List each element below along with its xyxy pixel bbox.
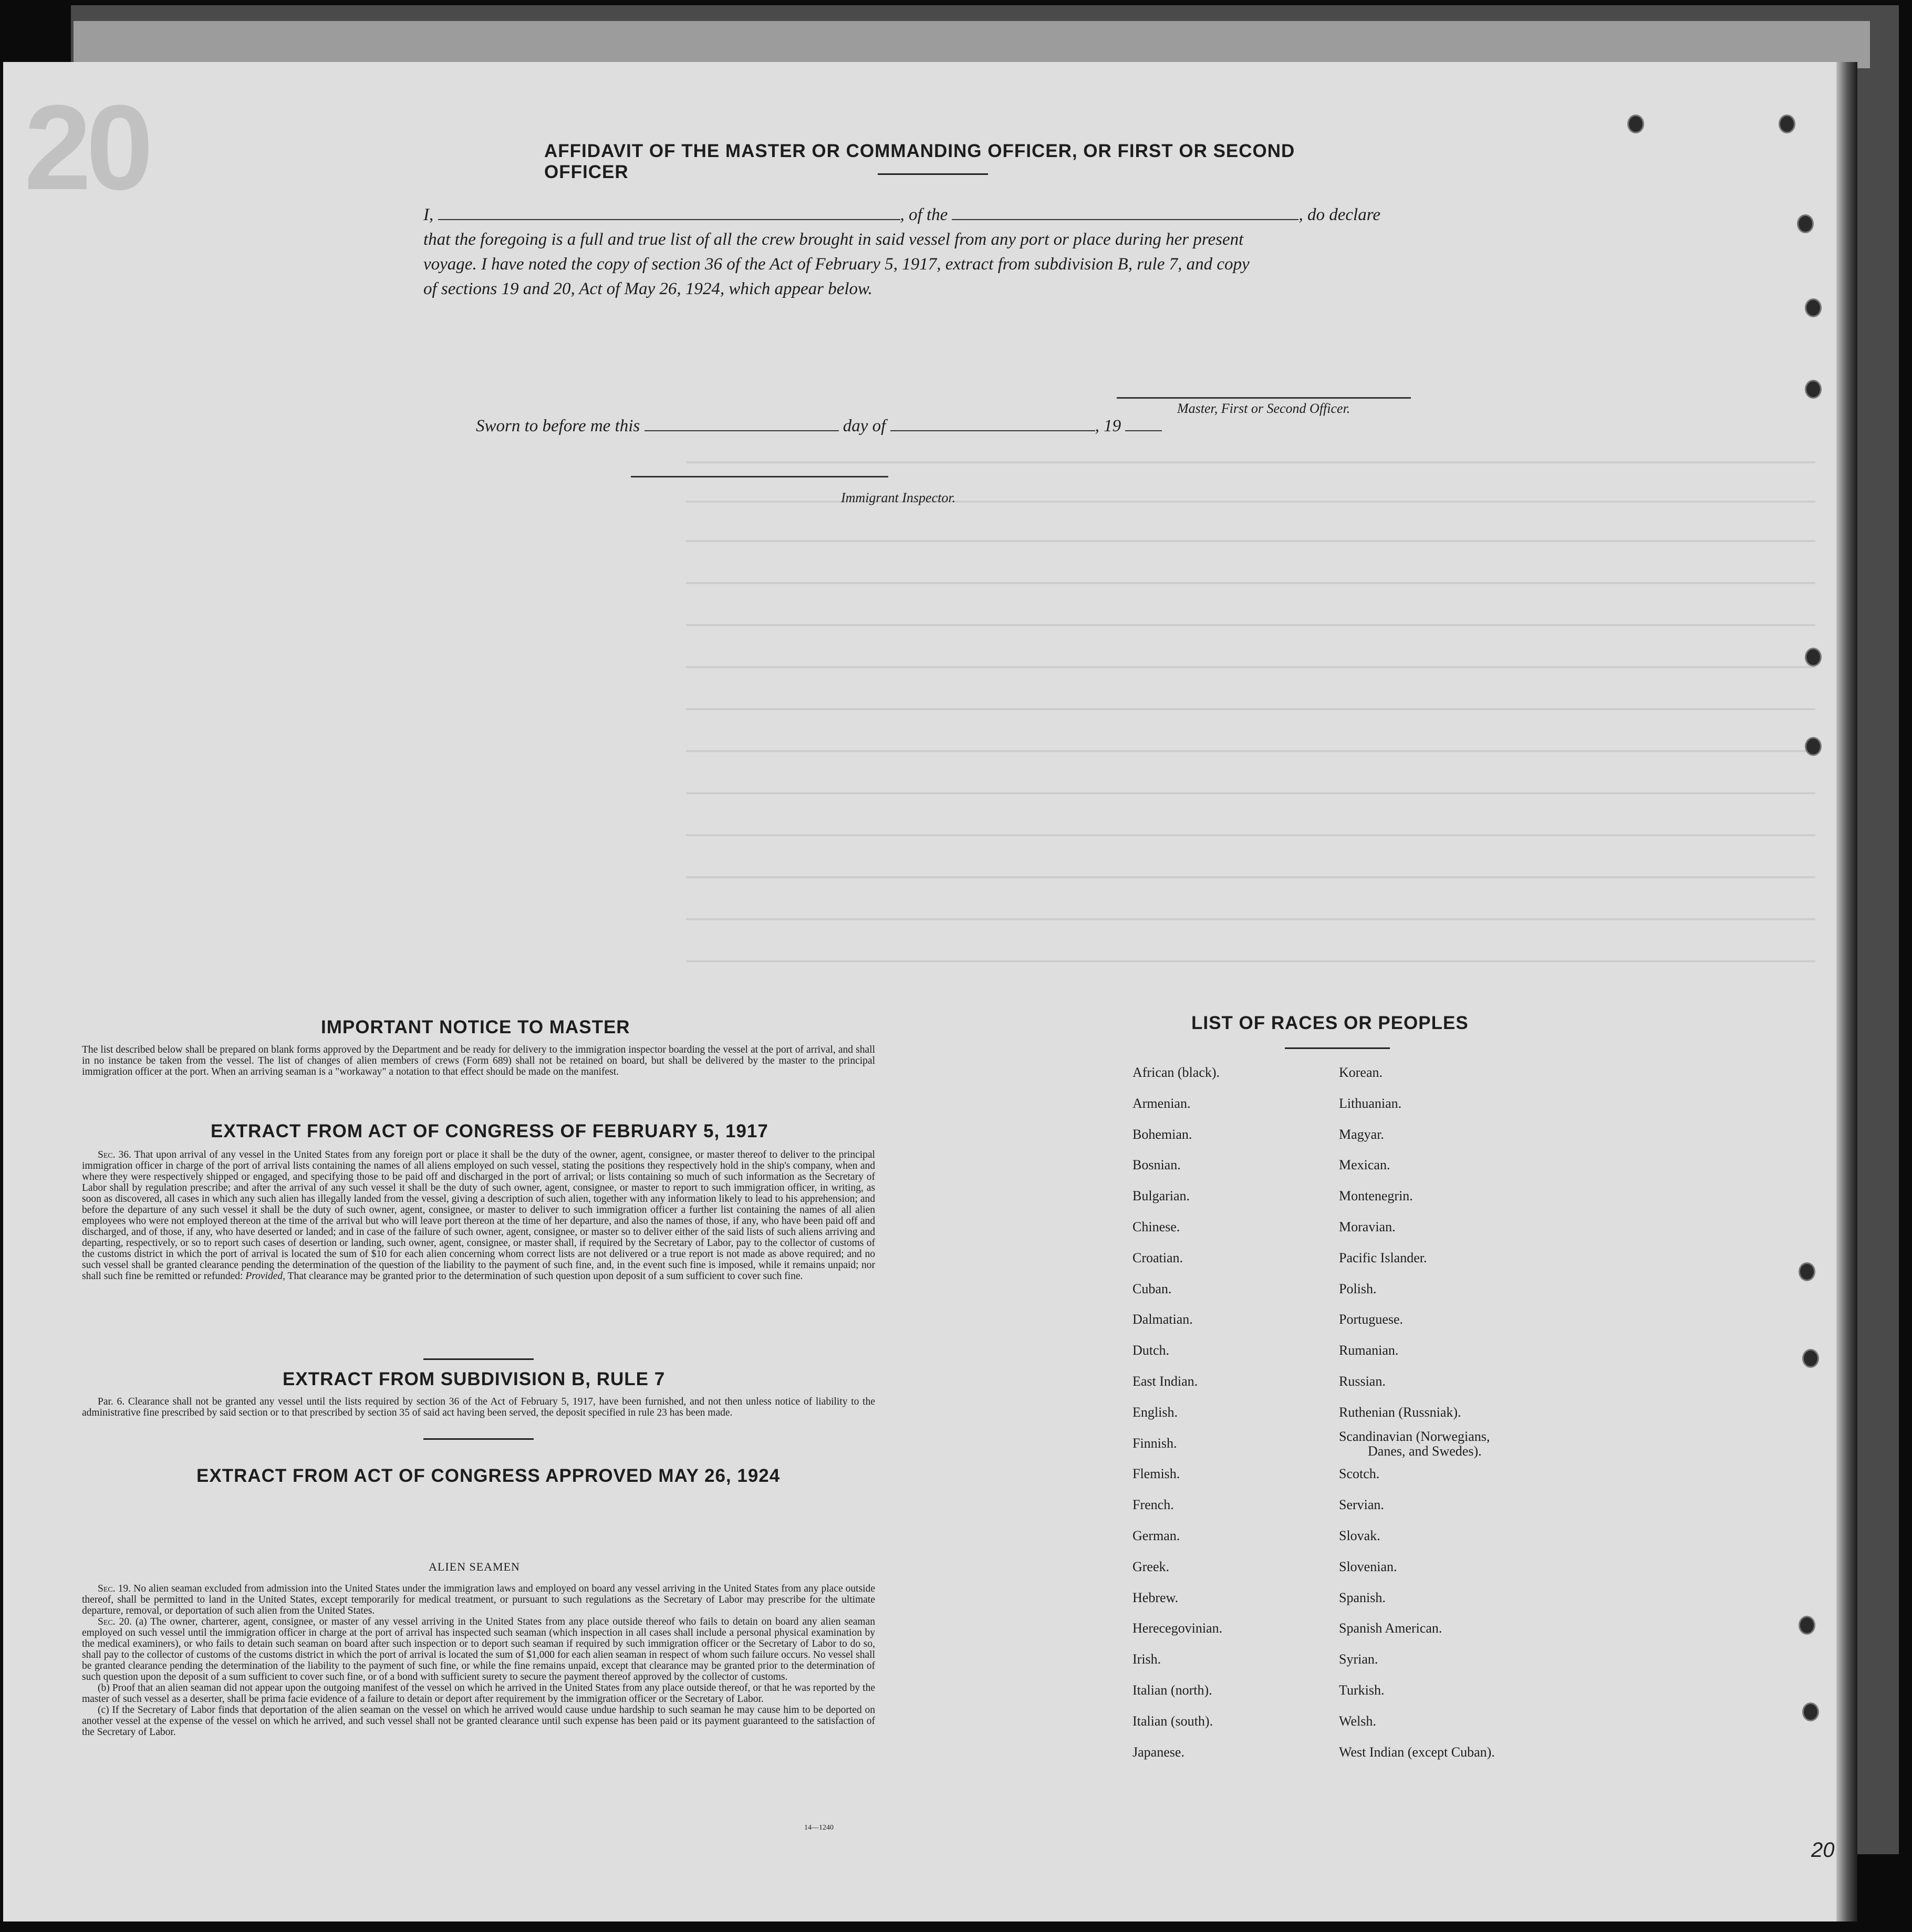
binding-edge xyxy=(1836,62,1857,1921)
section-20a-text: (a) The owner, charterer, agent, consignee, or master of any vessel arriving in the United States from any place outside thereof who fails to detain on board any alien seaman employed on such vessel until the immigration officer in charge at the port of arrival has inspected such seaman (which inspection in all cases shall include a personal physical examination by the medical examiners), or who fails to detain such seaman on board after such inspection or to deport such seaman if required by such immigration officer or the Secretary of Labor to do so, shall pay to the collector of customs of the customs district in which the port of arrival is located the sum of $1,000 for each alien seaman in respect of whom such failure occurs. No vessel shall be granted clearance pending the determination of the liability to the payment of such fine, or while the fine remains unpaid, except that clearance may be granted prior to the determination of such question upon the deposit of a sum sufficient to cover such fine, or of a bond with sufficient surety to secure the payment thereof approved by the collector of customs. xyxy=(82,1616,875,1682)
inspector-label: Immigrant Inspector. xyxy=(841,490,956,505)
section-36-paragraph xyxy=(82,1149,875,1282)
section-19-text: No alien seaman excluded from admission into the United States under the immigration laws and employed on board any vessel arriving in the United States from any place outside thereof, shall be permitted to land in the United States, except temporarily for medical treatment, or pursuant to such regulations as the Secretary of Labor may prescribe for the ultimate departure, removal, or deportation of such alien from the United States. xyxy=(82,1583,876,1616)
sworn-day-blank xyxy=(645,417,839,431)
section-19-label: Sec. 19. xyxy=(98,1583,131,1594)
binder-hole xyxy=(1779,115,1795,133)
race-item: African (black). xyxy=(1132,1065,1220,1080)
race-item: Servian. xyxy=(1339,1497,1384,1513)
bleed-through-row xyxy=(686,708,1815,710)
bleed-through-row xyxy=(686,750,1815,752)
race-item: Spanish American. xyxy=(1339,1621,1442,1636)
sworn-month-blank xyxy=(890,417,1095,431)
affidavit-do-declare: , do declare xyxy=(1298,205,1380,224)
bleed-through-row xyxy=(686,960,1815,962)
affidavit-text xyxy=(423,203,1453,302)
race-item: Greek. xyxy=(1132,1559,1170,1574)
binder-hole xyxy=(1799,1262,1815,1281)
section-20b-paragraph: (b) Proof that an alien seaman did not appear upon the outgoing manifest of the vessel on which he arrived in the United States from any place outside thereof, or that he was reported by the master of such vessel as a deserter, shall be prima facie evidence of a failure to detain or deport after requirement by the immigration officer or the Secretary of Labor. xyxy=(82,1682,875,1705)
race-item-multiline xyxy=(1339,1428,1495,1459)
race-item-continuation: Danes, and Swedes). xyxy=(1368,1443,1482,1459)
race-item: West Indian (except Cuban). xyxy=(1339,1744,1495,1760)
extract-1917-title: EXTRACT FROM ACT OF CONGRESS OF FEBRUARY 5, 1917 xyxy=(211,1121,768,1141)
section-36-label: Sec. 36. xyxy=(98,1149,131,1160)
race-item: Finnish. xyxy=(1132,1435,1177,1451)
race-item: Italian (north). xyxy=(1132,1682,1212,1698)
race-item: Croatian. xyxy=(1132,1250,1183,1265)
bleed-through-stamp: 20 xyxy=(24,80,148,215)
form-number: 14—1240 xyxy=(804,1824,834,1832)
handwritten-page-number: 20 xyxy=(1811,1838,1835,1862)
race-item: Rumanian. xyxy=(1339,1343,1399,1358)
race-item: Italian (south). xyxy=(1132,1713,1213,1729)
affidavit-line-2: that the foregoing is a full and true list of all the crew brought in said vessel from any port or place during her present xyxy=(423,230,1244,249)
race-item: Hebrew. xyxy=(1132,1590,1179,1605)
binder-hole xyxy=(1802,1349,1819,1368)
race-item: Spanish. xyxy=(1339,1590,1386,1605)
race-item: Chinese. xyxy=(1132,1219,1180,1234)
race-item: Scotch. xyxy=(1339,1466,1380,1482)
bleed-through-row xyxy=(686,834,1815,836)
binder-hole xyxy=(1799,1616,1815,1635)
races-title: LIST OF RACES OR PEOPLES xyxy=(1191,1013,1469,1033)
alien-seamen-subtitle: ALIEN SEAMEN xyxy=(429,1560,520,1573)
race-item: Flemish. xyxy=(1132,1466,1180,1482)
race-item: Dutch. xyxy=(1132,1343,1170,1358)
race-item: Russian. xyxy=(1339,1373,1386,1389)
affidavit-title: AFFIDAVIT OF THE MASTER OR COMMANDING OFFICER, OR FIRST OR SECOND OFFICER xyxy=(544,141,1295,182)
sworn-day-label: day of xyxy=(843,417,886,435)
race-item: Herecegovinian. xyxy=(1132,1621,1223,1636)
binder-hole xyxy=(1802,1702,1819,1721)
binder-hole xyxy=(1805,648,1822,667)
race-item: Mexican. xyxy=(1339,1157,1390,1173)
binder-hole xyxy=(1805,298,1822,317)
signature-label: Master, First or Second Officer. xyxy=(1177,401,1350,416)
race-item: Welsh. xyxy=(1339,1713,1376,1729)
race-item: Japanese. xyxy=(1132,1744,1184,1760)
bleed-through-row xyxy=(686,666,1815,668)
race-item: German. xyxy=(1132,1528,1180,1543)
race-item: Dalmatian. xyxy=(1132,1312,1193,1327)
race-item: French. xyxy=(1132,1497,1174,1513)
extract-rule7-title: EXTRACT FROM SUBDIVISION B, RULE 7 xyxy=(283,1369,666,1389)
race-item: Portuguese. xyxy=(1339,1312,1404,1327)
race-item: Moravian. xyxy=(1339,1219,1396,1234)
race-item: Montenegrin. xyxy=(1339,1188,1413,1204)
binder-hole xyxy=(1797,214,1814,233)
section-19-paragraph xyxy=(82,1583,875,1616)
extract-1917-body xyxy=(82,1149,875,1282)
race-item: Bosnian. xyxy=(1132,1157,1181,1173)
bleed-through-row xyxy=(686,876,1815,878)
race-item: Bulgarian. xyxy=(1132,1188,1190,1204)
race-item: Korean. xyxy=(1339,1065,1383,1080)
section-rule xyxy=(423,1358,534,1360)
race-item: Lithuanian. xyxy=(1339,1095,1402,1111)
signature-line xyxy=(1117,397,1411,399)
proviso-text: That clearance may be granted prior to the determination of such question upon deposit of a sum sufficient to cover such fine. xyxy=(287,1271,803,1282)
affidavit-line-1 xyxy=(423,203,1453,227)
race-item: Turkish. xyxy=(1339,1682,1385,1698)
affidavit-line-3: voyage. I have noted the copy of section 36 of the Act of February 5, 1917, extract from subdivision B, rule 7, and copy xyxy=(423,255,1250,274)
race-item: Irish. xyxy=(1132,1651,1161,1667)
section-20c-paragraph: (c) If the Secretary of Labor finds that deportation of the alien seaman on the vessel on which he arrived would cause undue hardship to such seaman he may cause him to be deported on another vessel at the expense of the vessel on which he arrived, and such vessel shall not be granted clearance until such expense has been paid or its payment guaranteed to the satisfaction of the Secretary of Labor. xyxy=(82,1705,875,1738)
underlying-page-edge xyxy=(74,21,1870,68)
race-item: East Indian. xyxy=(1132,1373,1198,1389)
race-item: Polish. xyxy=(1339,1281,1377,1296)
proviso-label: Provided, xyxy=(245,1271,285,1282)
name-blank xyxy=(438,205,900,220)
bleed-through-row xyxy=(686,624,1815,626)
race-item: English. xyxy=(1132,1404,1178,1420)
race-item: Syrian. xyxy=(1339,1651,1378,1667)
extract-rule7-text: Par. 6. Clearance shall not be granted any vessel until the lists required by section 36 of the Act of February 5, 1917, have been furnished, and not then unless notice of liability to the administrative fine prescribed by said section or to that prescribed by section 35 of said act having been served, the deposit specified in rule 23 has been made. xyxy=(82,1396,875,1418)
sworn-prefix: Sworn to before me this xyxy=(476,417,640,435)
bleed-through-row xyxy=(686,540,1815,542)
bleed-through-row xyxy=(686,461,1815,463)
bleed-through-row xyxy=(686,792,1815,794)
extract-1924-title: EXTRACT FROM ACT OF CONGRESS APPROVED MAY 26, 1924 xyxy=(196,1466,781,1486)
notice-text: The list described below shall be prepared on blank forms approved by the Department and be ready for delivery to the immigration inspector boarding the vessel at the port of arrival, and shall in no instance be taken from the vessel. The list of changes of alien members of crews (Form 689) shall not be retained on board, but shall be delivered by the master to the principal immigration officer at the port. When an arriving seaman is a "workaway" a notation to that effect should be made on the manifest. xyxy=(82,1044,875,1077)
race-item: Cuban. xyxy=(1132,1281,1172,1296)
affidavit-of-the: , of the xyxy=(900,205,948,224)
title-rule xyxy=(878,173,988,175)
race-item: Scandinavian (Norwegians, xyxy=(1339,1428,1490,1444)
affidavit-line-4: of sections 19 and 20, Act of May 26, 1924, which appear below. xyxy=(423,279,872,298)
extract-1924-body xyxy=(82,1583,875,1738)
races-right-column xyxy=(1339,1057,1495,1768)
affidavit-i: I, xyxy=(423,205,434,224)
races-title-rule xyxy=(1285,1047,1390,1049)
race-item: Ruthenian (Russniak). xyxy=(1339,1404,1461,1420)
vessel-blank xyxy=(952,205,1298,220)
section-rule xyxy=(423,1438,534,1440)
binder-hole xyxy=(1805,737,1822,756)
bleed-through-row xyxy=(686,582,1815,584)
sworn-statement xyxy=(476,417,1162,436)
section-20a-paragraph xyxy=(82,1616,875,1682)
section-36-text: That upon arrival of any vessel in the United States from any foreign port or place it shall be the duty of the owner, agent, consignee, or master thereof to deliver to the principal immigration officer in charge of the port of arrival lists containing the names of all aliens employed on such vessel, stating the positions they respectively hold in the ship's company, when and where they were respectively shipped or engaged, and specifying those to be paid off and discharged in the port of arrival; or lists containing so much of such information as the Secretary of Labor shall by regulation prescribe; and after the arrival of any such vessel it shall be the duty of such owner, agent, consignee, or master to report to such immigration officer, in writing, as soon as discovered, all cases in which any such alien has illegally landed from the vessel, giving a description of such alien, together with any information likely to lead to his apprehension; and before the departure of any such vessel it shall be the duty of such owner, agent, consignee, or master to deliver to such immigration officer a further list containing the names of all alien employees who were not employed thereon at the time of the arrival but who will leave port thereon at the time of her departure, and also the names of those, if any, who have been paid off and discharged, and of those, if any, who have deserted or landed; and in case of the failure of such owner, agent, consignee, or master so to deliver either of the said lists of such aliens arriving and departing, respectively, or so to report such cases of desertion or landing, such owner, agent, consignee, or master shall, if required by the Secretary of Labor, pay to the collector of customs of the customs district in which the port of arrival is located the sum of $10 for each alien concerning whom correct lists are not delivered or a true report is not made as above required; and no such vessel shall be granted clearance pending the determination of the question of the liability to the payment of such fine, and, in the event such fine is imposed, while it remains unpaid; nor shall such fine be remitted or refunded: xyxy=(82,1149,875,1282)
binder-hole xyxy=(1627,115,1644,133)
section-20-label: Sec. 20. xyxy=(98,1616,132,1627)
bleed-through-row xyxy=(686,918,1815,920)
sworn-year-label: , 19 xyxy=(1095,417,1121,435)
document-page xyxy=(3,62,1857,1921)
race-item: Slovenian. xyxy=(1339,1559,1397,1574)
race-item: Slovak. xyxy=(1339,1528,1380,1543)
inspector-signature-line xyxy=(631,476,888,477)
race-item: Bohemian. xyxy=(1132,1126,1192,1142)
notice-title: IMPORTANT NOTICE TO MASTER xyxy=(321,1017,630,1037)
sworn-year-blank xyxy=(1125,417,1162,431)
race-item: Pacific Islander. xyxy=(1339,1250,1427,1265)
races-left-column xyxy=(1132,1057,1222,1768)
race-item: Magyar. xyxy=(1339,1126,1384,1142)
race-item: Armenian. xyxy=(1132,1095,1191,1111)
binder-hole xyxy=(1805,380,1822,399)
